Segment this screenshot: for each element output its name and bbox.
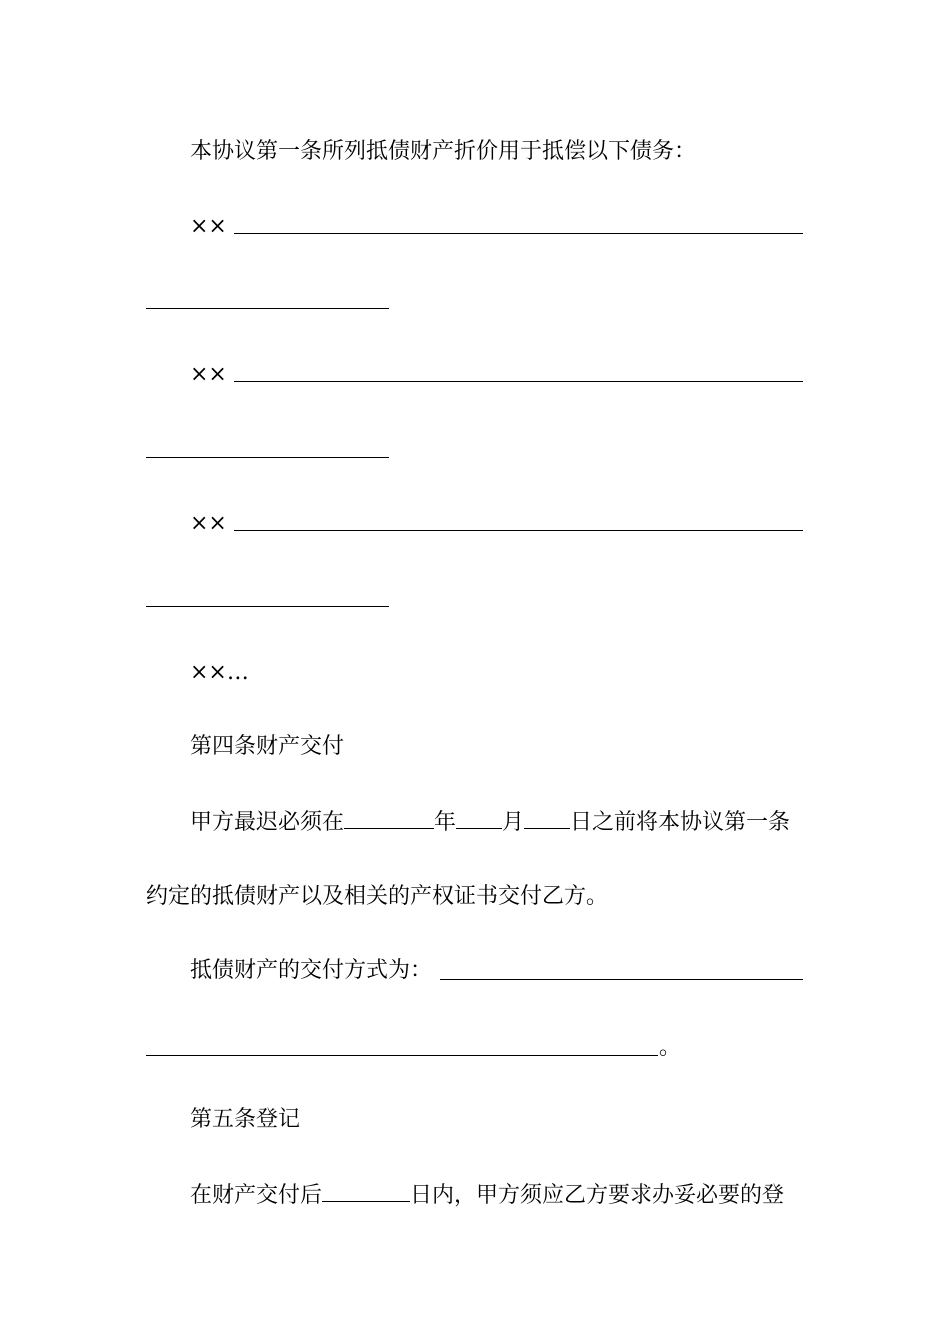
- intro-paragraph: [190, 137, 696, 167]
- intro-text: 本协议第一条所列抵债财产折价用于抵偿以下债务：: [190, 139, 697, 164]
- fill-in-rule: [146, 1055, 658, 1056]
- fill-in-rule: [234, 233, 803, 234]
- paragraph-text: 约定的抵债财产以及相关的产权证书交付乙方。: [146, 884, 609, 909]
- debt-item-more: [190, 658, 249, 688]
- debt-item-1: [190, 212, 227, 242]
- fill-in-rule: [146, 308, 389, 309]
- article-title-text: 第五条登记: [190, 1107, 301, 1132]
- month-blank: [456, 808, 502, 829]
- article-4-title: [190, 732, 344, 762]
- debt-marker: ××…: [190, 660, 249, 685]
- paragraph-text: 日内，甲方须应乙方要求办妥必要的登: [410, 1183, 785, 1208]
- period-text: 。: [659, 1035, 682, 1060]
- debt-marker: ××: [190, 214, 227, 239]
- period-mark: [659, 1033, 681, 1063]
- paragraph-text: 甲方最迟必须在: [190, 810, 345, 835]
- year-blank: [344, 808, 434, 829]
- paragraph-text: 在财产交付后: [190, 1183, 323, 1208]
- article-4-paragraph-1-continued: [146, 882, 608, 912]
- month-label: 月: [502, 810, 525, 835]
- fill-in-rule: [146, 457, 389, 458]
- article-4-paragraph-1: [190, 808, 790, 838]
- fill-in-rule: [234, 530, 803, 531]
- fill-in-rule: [440, 979, 803, 980]
- year-label: 年: [434, 810, 457, 835]
- paragraph-text: 日之前将本协议第一条: [570, 810, 791, 835]
- paragraph-text: 抵债财产的交付方式为：: [190, 958, 433, 983]
- debt-item-2: [190, 360, 227, 390]
- days-blank: [322, 1181, 410, 1202]
- debt-marker: ××: [190, 511, 227, 536]
- article-4-paragraph-2: [190, 956, 432, 986]
- fill-in-rule: [146, 606, 389, 607]
- fill-in-rule: [234, 381, 803, 382]
- day-blank: [524, 808, 570, 829]
- article-5-paragraph-1: [190, 1181, 784, 1211]
- article-title-text: 第四条财产交付: [190, 734, 345, 759]
- debt-marker: ××: [190, 362, 227, 387]
- article-5-title: [190, 1105, 300, 1135]
- debt-item-3: [190, 509, 227, 539]
